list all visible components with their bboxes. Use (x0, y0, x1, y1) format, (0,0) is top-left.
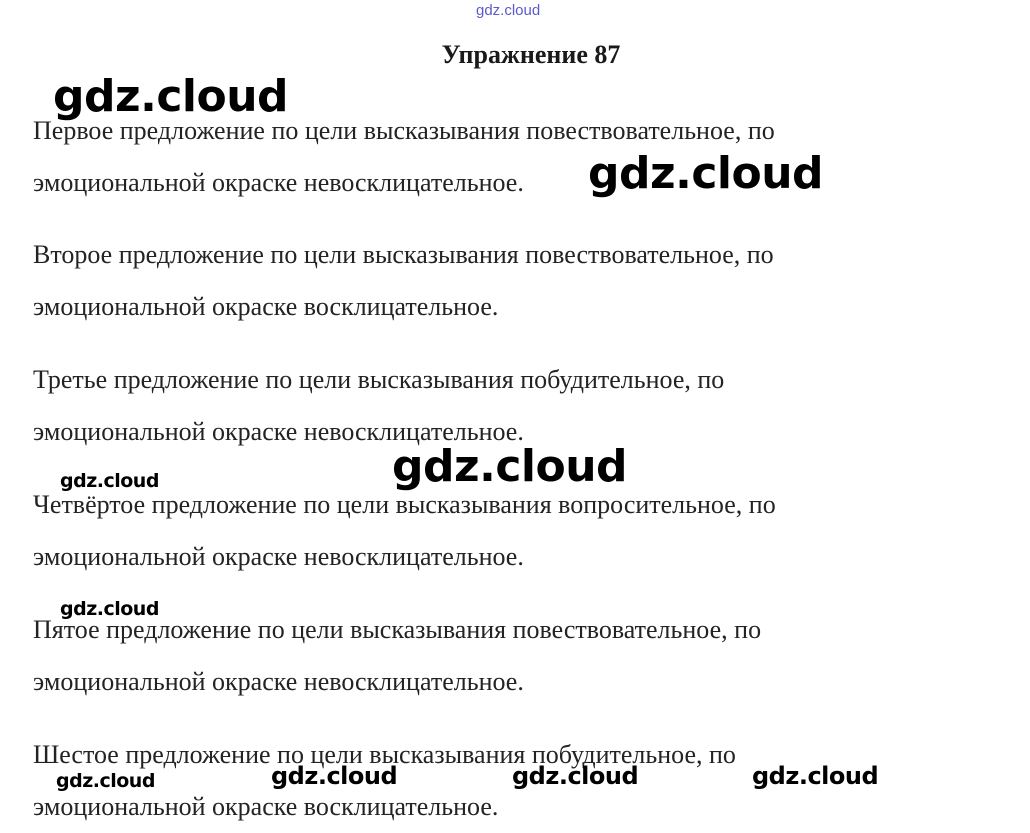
paragraph-3-line-1: Третье предложение по цели высказывания побудительное, по (33, 365, 725, 394)
exercise-title: Упражнение 87 (441, 40, 621, 69)
watermark: gdz.cloud (752, 762, 879, 790)
watermark: gdz.cloud (60, 470, 159, 492)
paragraph-2-line-1: Второе предложение по цели высказывания повествовательное, по (33, 240, 774, 269)
watermark: gdz.cloud (53, 71, 289, 122)
source-watermark-top: gdz.cloud (476, 2, 541, 19)
paragraph-1-line-2: эмоциональной окраске невосклицательное. (33, 168, 524, 197)
paragraph-4-line-2: эмоциональной окраске невосклицательное. (33, 542, 524, 571)
watermark: gdz.cloud (512, 762, 639, 790)
watermark: gdz.cloud (271, 762, 398, 790)
paragraph-2 (33, 229, 933, 333)
paragraph-6-line-1: Шестое предложение по цели высказывания побудительное, по (33, 740, 736, 769)
watermark: gdz.cloud (392, 441, 628, 492)
paragraph-2-line-2: эмоциональной окраске восклицательное. (33, 292, 499, 321)
watermark: gdz.cloud (588, 148, 824, 199)
watermark: gdz.cloud (56, 770, 155, 792)
paragraph-5 (33, 604, 933, 708)
paragraph-4-line-1: Четвёртое предложение по цели высказывания вопросительное, по (33, 490, 776, 519)
paragraph-4 (33, 479, 933, 583)
paragraph-3-line-2: эмоциональной окраске невосклицательное. (33, 417, 524, 446)
paragraph-5-line-2: эмоциональной окраске невосклицательное. (33, 667, 524, 696)
paragraph-1-line-1: Первое предложение по цели высказывания повествовательное, по (33, 116, 775, 145)
paragraph-5-line-1: Пятое предложение по цели высказывания повествовательное, по (33, 615, 762, 644)
watermark: gdz.cloud (60, 598, 159, 620)
paragraph-6-line-2: эмоциональной окраске восклицательное. (33, 792, 499, 821)
